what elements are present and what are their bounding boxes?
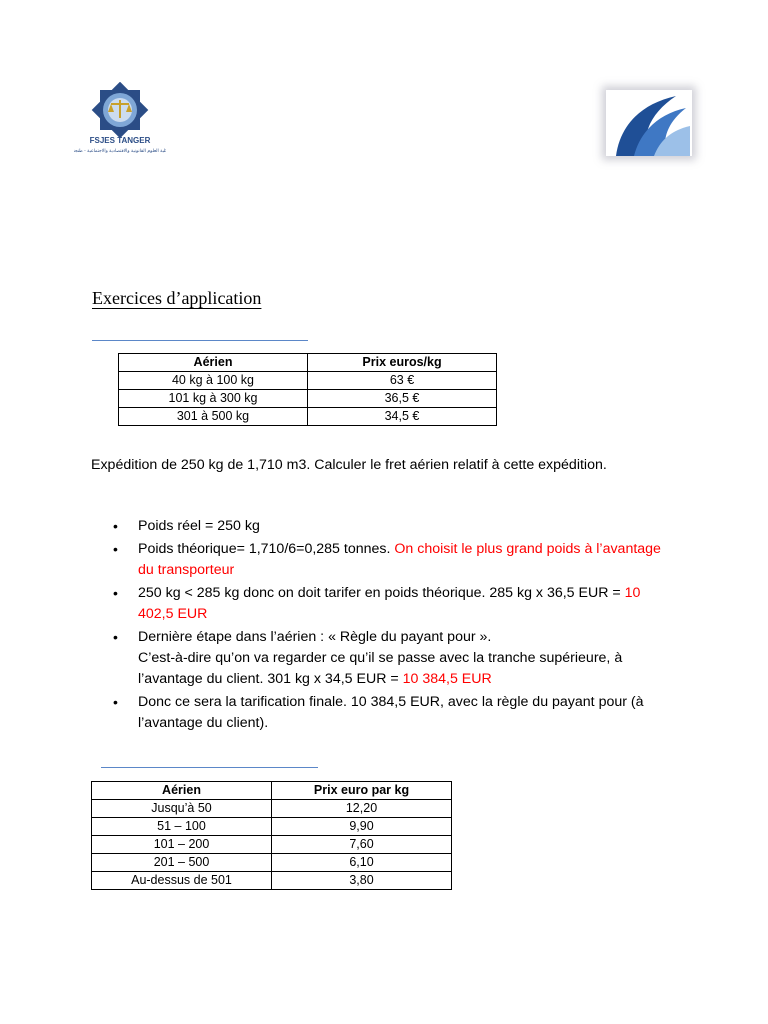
table-cell: 101 kg à 300 kg xyxy=(119,390,308,408)
highlighted-amount: 10 402,5 EUR xyxy=(138,585,641,622)
list-item xyxy=(108,539,668,581)
table-row xyxy=(119,372,497,390)
column-header: Prix euro par kg xyxy=(272,782,452,800)
table-cell: 301 à 500 kg xyxy=(119,408,308,426)
list-item xyxy=(108,627,668,690)
table-header-row xyxy=(92,782,452,800)
table-row xyxy=(92,854,452,872)
bullet-text: Poids théorique= 1,710/6=0,285 tonnes. xyxy=(138,541,395,557)
divider-line xyxy=(101,767,318,768)
bullet-text: C’est-à-dire qu’on va regarder ce qu’il se passe avec la tranche supérieure, à l’avantage du client. 301 kg x 34,5 EUR = xyxy=(138,650,623,687)
table-cell: 63 € xyxy=(308,372,497,390)
table-cell: 6,10 xyxy=(272,854,452,872)
table-cell: 101 – 200 xyxy=(92,836,272,854)
air-rate-table-1 xyxy=(118,353,497,426)
table-cell: Au-dessus de 501 xyxy=(92,872,272,890)
table-row xyxy=(92,836,452,854)
list-item xyxy=(108,516,668,537)
logo-left-text: FSJES TANGER xyxy=(89,136,151,145)
list-item xyxy=(108,583,668,625)
bullet-text: Donc ce sera la tarification finale. 10 384,5 EUR, avec la règle du payant pour (à l’avantage du client). xyxy=(138,694,644,731)
air-rate-table-2 xyxy=(91,781,452,890)
column-header: Aérien xyxy=(119,354,308,372)
list-item xyxy=(108,692,668,734)
table-cell: Jusqu’à 50 xyxy=(92,800,272,818)
bullet-text: Poids réel = 250 kg xyxy=(138,518,260,534)
table-row xyxy=(92,800,452,818)
table-cell: 12,20 xyxy=(272,800,452,818)
logo-left-subtext: كلية العلوم القانونية والاقتصادية والاجتماعية - طنجة xyxy=(74,149,166,154)
table-cell: 36,5 € xyxy=(308,390,497,408)
bullet-text: 250 kg < 285 kg donc on doit tarifer en poids théorique. 285 kg x 36,5 EUR = xyxy=(138,585,625,601)
table-row xyxy=(92,872,452,890)
solution-list xyxy=(108,516,668,736)
table-row xyxy=(92,818,452,836)
table-cell: 9,90 xyxy=(272,818,452,836)
column-header: Aérien xyxy=(92,782,272,800)
divider-line xyxy=(92,340,308,341)
table-cell: 3,80 xyxy=(272,872,452,890)
table-row xyxy=(119,408,497,426)
table-header-row xyxy=(119,354,497,372)
table-cell: 40 kg à 100 kg xyxy=(119,372,308,390)
page-title: Exercices d’application xyxy=(92,288,262,308)
exercise-question: Expédition de 250 kg de 1,710 m3. Calculer le fret aérien relatif à cette expédition. xyxy=(91,457,607,473)
highlighted-amount: 10 384,5 EUR xyxy=(402,671,492,687)
table-cell: 7,60 xyxy=(272,836,452,854)
bullet-text: Dernière étape dans l’aérien : « Règle du payant pour ». xyxy=(138,629,492,645)
blue-swoosh-logo xyxy=(606,90,692,156)
table-cell: 51 – 100 xyxy=(92,818,272,836)
fsjes-tanger-logo xyxy=(74,82,166,162)
table-cell: 201 – 500 xyxy=(92,854,272,872)
highlighted-text: On choisit le plus grand poids à l’avantage du transporteur xyxy=(138,541,661,578)
column-header: Prix euros/kg xyxy=(308,354,497,372)
table-cell: 34,5 € xyxy=(308,408,497,426)
table-row xyxy=(119,390,497,408)
